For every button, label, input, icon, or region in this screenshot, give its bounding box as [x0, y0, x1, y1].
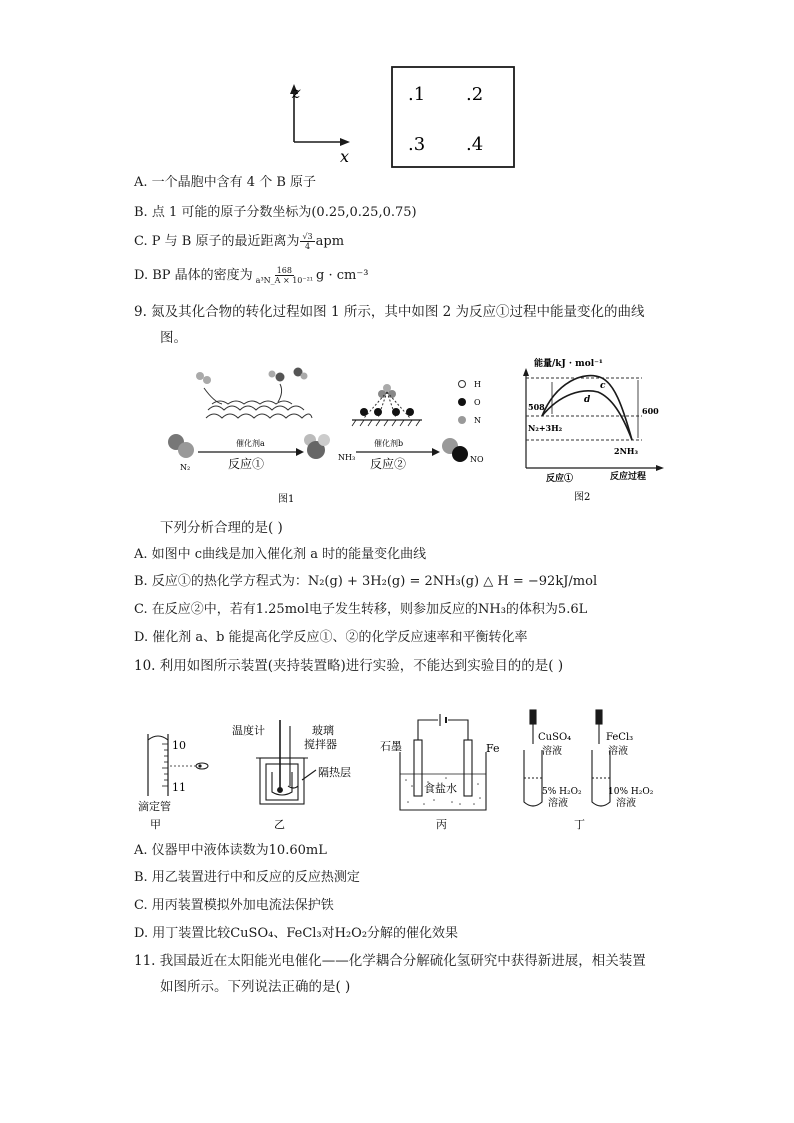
q9-figure2 — [512, 352, 672, 507]
insulation-label: 隔热层 — [318, 766, 351, 779]
nh3-product — [269, 371, 276, 378]
burette-mark-10: 10 — [172, 739, 186, 752]
energy-axis-label: 能量/kJ · mol⁻¹ — [534, 359, 603, 369]
q9-option-d: D. 催化剂 a、b 能提高化学反应①、②的化学反应速率和平衡转化率 — [134, 630, 528, 645]
reactants-label: N₂+3H₂ — [528, 423, 563, 433]
q8-option-b: B. 点 1 可能的原子分数坐标为(0.25,0.25,0.75) — [134, 205, 417, 220]
graphite-label: 石墨 — [380, 740, 402, 753]
q8-option-d — [134, 266, 368, 285]
legend-n: N — [474, 416, 481, 425]
figure2-caption: 图2 — [574, 492, 591, 503]
q8-option-c-prefix: C. P 与 B 原子的最近距离为 — [134, 234, 300, 249]
h2o2-10-sol-label: 溶液 — [616, 798, 636, 809]
h2-atom — [203, 376, 211, 384]
q8-option-c-suffix: apm — [315, 234, 345, 249]
q8-option-d-prefix: D. BP 晶体的密度为 — [134, 268, 253, 283]
z-axis-label: z — [292, 83, 301, 102]
reaction1-label: 反应① — [228, 457, 265, 471]
x-right-label: 反应过程 — [610, 472, 647, 482]
h2o2-10-label: 10% H₂O₂ — [608, 787, 654, 797]
h2-atom — [196, 372, 204, 380]
cuso4-sol-label: 溶液 — [542, 746, 562, 757]
q9-figure1 — [160, 362, 500, 507]
label-508: 508 — [528, 402, 545, 412]
frac-denominator: 4 — [305, 242, 311, 251]
q8-option-a: A. 一个晶胞中含有 4 个 B 原子 — [134, 175, 317, 190]
q11-stem-line2: 如图所示。下列说法正确的是( ) — [160, 979, 351, 995]
apparatus-yi-label: 乙 — [274, 818, 285, 831]
reaction2-arrowhead — [432, 448, 440, 456]
products-label: 2NH₃ — [614, 446, 638, 456]
q8-option-c-fraction — [300, 232, 314, 251]
cuso4-label: CuSO₄ — [538, 732, 572, 743]
frac-denominator: a³N_A × 10⁻²¹ — [255, 276, 314, 285]
fecl3-label: FeCl₃ — [606, 732, 634, 743]
curved-arrow — [204, 388, 222, 404]
burette-mark-11: 11 — [172, 781, 186, 794]
q9-option-c: C. 在反应②中，若有1.25mol电子发生转移，则参加反应的NH₃的体积为5.6L — [134, 602, 588, 617]
q8-option-d-fraction — [254, 266, 315, 285]
q8-option-c — [134, 232, 344, 251]
q10-option-d: D. 用丁装置比较CuSO₄、FeCl₃对H₂O₂分解的催化效果 — [134, 926, 459, 941]
frac-numerator: 168 — [276, 266, 292, 275]
q9-option-a: A. 如图中 c曲线是加入催化剂 a 时的能量变化曲线 — [134, 547, 427, 562]
thermometer-label: 温度计 — [232, 724, 265, 737]
curved-arrow — [278, 384, 282, 402]
glass-stirrer-label-2: 搅拌器 — [304, 738, 337, 751]
nh3-label: NH₃ — [338, 453, 356, 462]
x-axis-arrow — [656, 465, 664, 471]
apparatus-ding-label: 丁 — [574, 818, 585, 831]
legend-h-dot — [459, 381, 466, 388]
curve-c-label: c — [600, 381, 606, 391]
q9-question: 下列分析合理的是( ) — [160, 520, 283, 536]
legend-o: O — [474, 398, 481, 407]
curve-d-label: d — [584, 395, 591, 405]
frac-numerator: √3 — [302, 232, 313, 241]
nh3-atom — [318, 434, 330, 446]
reaction1-arrowhead — [296, 448, 304, 456]
q8-option-d-suffix: g · cm⁻³ — [316, 268, 369, 283]
catalyst-b-hatch — [352, 420, 420, 426]
q11-stem-line1: 11. 我国最近在太阳能光电催化——化学耦合分解硫化氢研究中获得新进展，相关装置 — [134, 953, 646, 969]
legend-n-dot — [458, 416, 466, 424]
point-1: .1 — [408, 84, 426, 105]
q9-option-b: B. 反应①的热化学方程式为：N₂(g) + 3H₂(g) = 2NH₃(g) △ H = −92kJ/mol — [134, 574, 598, 589]
point-2: .2 — [466, 84, 484, 105]
point-4: .4 — [466, 134, 484, 155]
label-600: 600 — [642, 406, 659, 416]
q9-stem-line1: 9. 氮及其化合物的转化过程如图 1 所示，其中如图 2 为反应①过程中能量变化的曲线 — [134, 304, 645, 320]
h2o2-5-label: 5% H₂O₂ — [542, 787, 582, 797]
q10-option-a: A. 仪器甲中液体读数为10.60mL — [134, 843, 327, 858]
fecl3-sol-label: 溶液 — [608, 746, 628, 757]
no-atom — [452, 446, 468, 462]
calorimeter — [256, 720, 316, 804]
fe-label: Fe — [486, 742, 500, 755]
x-axis-label: x — [340, 147, 350, 166]
x-axis-arrow — [340, 138, 350, 146]
nh3-product — [301, 373, 308, 380]
catalyst-a-label: 催化剂a — [236, 439, 265, 448]
q10-apparatus-figure — [134, 700, 674, 835]
glass-stirrer-label-1: 玻璃 — [312, 724, 334, 737]
legend-o-dot — [458, 398, 466, 406]
catalyst-b-label: 催化剂b — [374, 439, 404, 448]
crystal-projection-figure — [280, 62, 530, 172]
h2o2-5-sol-label: 溶液 — [548, 798, 568, 809]
q9-stem-line2: 图。 — [160, 330, 187, 346]
brine-label: 食盐水 — [424, 782, 457, 795]
q10-option-c: C. 用丙装置模拟外加电流法保护铁 — [134, 898, 334, 913]
q10-stem: 10. 利用如图所示装置(夹持装置略)进行实验，不能达到实验目的的是( ) — [134, 658, 564, 674]
reaction2-label: 反应② — [370, 457, 407, 471]
figure1-caption: 图1 — [278, 494, 295, 505]
nh3-product — [276, 373, 285, 382]
electrolysis-cell — [400, 714, 486, 810]
apparatus-jia-label: 甲 — [150, 818, 161, 831]
burette-name: 滴定管 — [138, 800, 171, 813]
apparatus-bing-label: 丙 — [436, 818, 447, 831]
y-axis-arrow — [523, 368, 529, 376]
point-3: .3 — [408, 134, 426, 155]
legend-h: H — [474, 380, 481, 389]
n2-atom — [178, 442, 194, 458]
q10-option-b: B. 用乙装置进行中和反应的反应热测定 — [134, 870, 360, 885]
adsorbed-molecule — [360, 384, 414, 418]
no-label: NO — [470, 455, 484, 464]
n2-label: N₂ — [180, 463, 191, 472]
x-left-label: 反应① — [546, 474, 574, 484]
